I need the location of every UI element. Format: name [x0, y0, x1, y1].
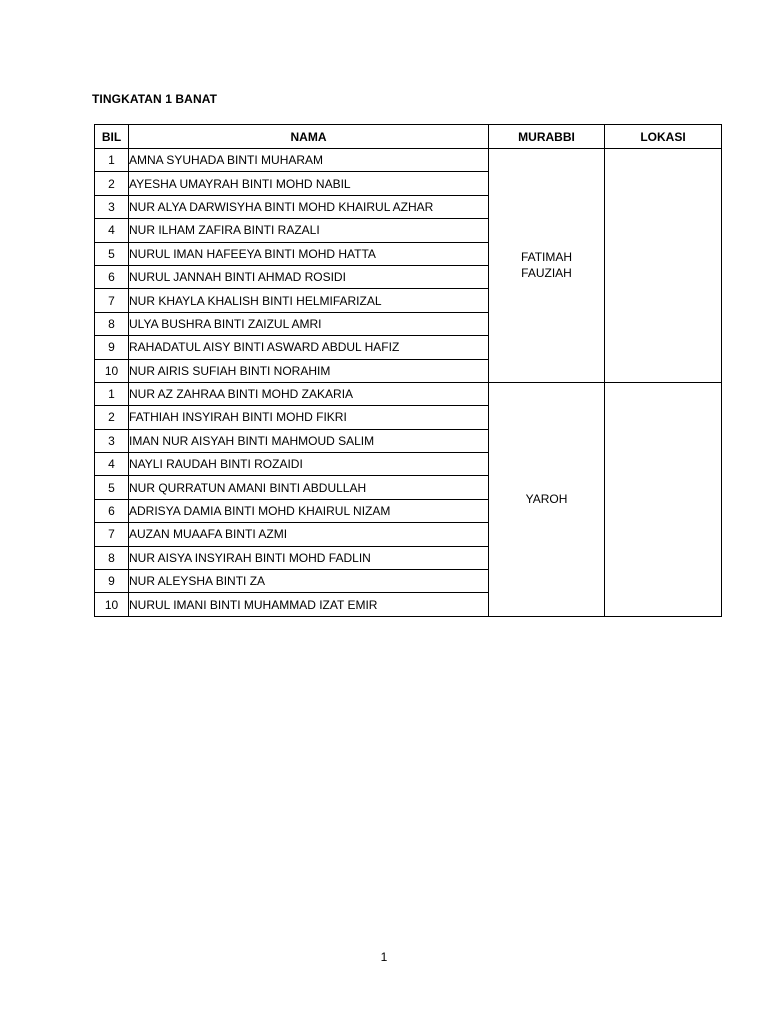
row-nama: NAYLI RAUDAH BINTI ROZAIDI — [129, 453, 489, 476]
document-title: TINGKATAN 1 BANAT — [92, 92, 218, 106]
murabbi-name-line: FAUZIAH — [521, 266, 572, 281]
row-bil: 8 — [95, 312, 129, 335]
table-body — [95, 149, 722, 617]
row-nama: NUR ALEYSHA BINTI ZA — [129, 570, 489, 593]
row-nama: NUR ILHAM ZAFIRA BINTI RAZALI — [129, 219, 489, 242]
row-nama: IMAN NUR AISYAH BINTI MAHMOUD SALIM — [129, 429, 489, 452]
header-bil: BIL — [95, 125, 129, 149]
row-bil: 2 — [95, 172, 129, 195]
row-nama: NUR KHAYLA KHALISH BINTI HELMIFARIZAL — [129, 289, 489, 312]
roster-table — [94, 124, 722, 617]
header-nama: NAMA — [129, 125, 489, 149]
row-bil: 4 — [95, 453, 129, 476]
group-lokasi — [605, 382, 722, 616]
page-number: 1 — [380, 950, 388, 964]
row-nama: NUR QURRATUN AMANI BINTI ABDULLAH — [129, 476, 489, 499]
group-murabbi — [489, 149, 605, 383]
group-lokasi — [605, 149, 722, 383]
row-nama: RAHADATUL AISY BINTI ASWARD ABDUL HAFIZ — [129, 336, 489, 359]
group-murabbi — [489, 382, 605, 616]
row-bil: 7 — [95, 523, 129, 546]
row-bil: 5 — [95, 242, 129, 265]
row-nama: NURUL IMAN HAFEEYA BINTI MOHD HATTA — [129, 242, 489, 265]
row-bil: 10 — [95, 593, 129, 616]
row-bil: 10 — [95, 359, 129, 382]
row-bil: 6 — [95, 265, 129, 288]
row-nama: NURUL IMANI BINTI MUHAMMAD IZAT EMIR — [129, 593, 489, 616]
row-nama: NUR AZ ZAHRAA BINTI MOHD ZAKARIA — [129, 382, 489, 405]
row-bil: 3 — [95, 429, 129, 452]
row-nama: AYESHA UMAYRAH BINTI MOHD NABIL — [129, 172, 489, 195]
row-bil: 1 — [95, 149, 129, 172]
row-nama: NUR ALYA DARWISYHA BINTI MOHD KHAIRUL AZHAR — [129, 195, 489, 218]
row-bil: 6 — [95, 499, 129, 522]
row-bil: 8 — [95, 546, 129, 569]
row-bil: 3 — [95, 195, 129, 218]
murabbi-name-line: FATIMAH — [520, 250, 573, 265]
row-nama: ADRISYA DAMIA BINTI MOHD KHAIRUL NIZAM — [129, 499, 489, 522]
murabbi-name-line: YAROH — [525, 492, 568, 507]
row-nama: NURUL JANNAH BINTI AHMAD ROSIDI — [129, 265, 489, 288]
row-bil: 5 — [95, 476, 129, 499]
row-bil: 9 — [95, 570, 129, 593]
header-row — [95, 125, 722, 149]
row-nama: AUZAN MUAAFA BINTI AZMI — [129, 523, 489, 546]
header-lokasi: LOKASI — [605, 125, 722, 149]
row-nama: NUR AISYA INSYIRAH BINTI MOHD FADLIN — [129, 546, 489, 569]
table-row — [95, 382, 722, 405]
row-bil: 4 — [95, 219, 129, 242]
table-row — [95, 149, 722, 172]
header-murabbi: MURABBI — [489, 125, 605, 149]
row-bil: 7 — [95, 289, 129, 312]
table-header — [95, 125, 722, 149]
row-bil: 9 — [95, 336, 129, 359]
row-nama: FATHIAH INSYIRAH BINTI MOHD FIKRI — [129, 406, 489, 429]
row-nama: ULYA BUSHRA BINTI ZAIZUL AMRI — [129, 312, 489, 335]
row-nama: AMNA SYUHADA BINTI MUHARAM — [129, 149, 489, 172]
row-bil: 2 — [95, 406, 129, 429]
row-bil: 1 — [95, 382, 129, 405]
row-nama: NUR AIRIS SUFIAH BINTI NORAHIM — [129, 359, 489, 382]
